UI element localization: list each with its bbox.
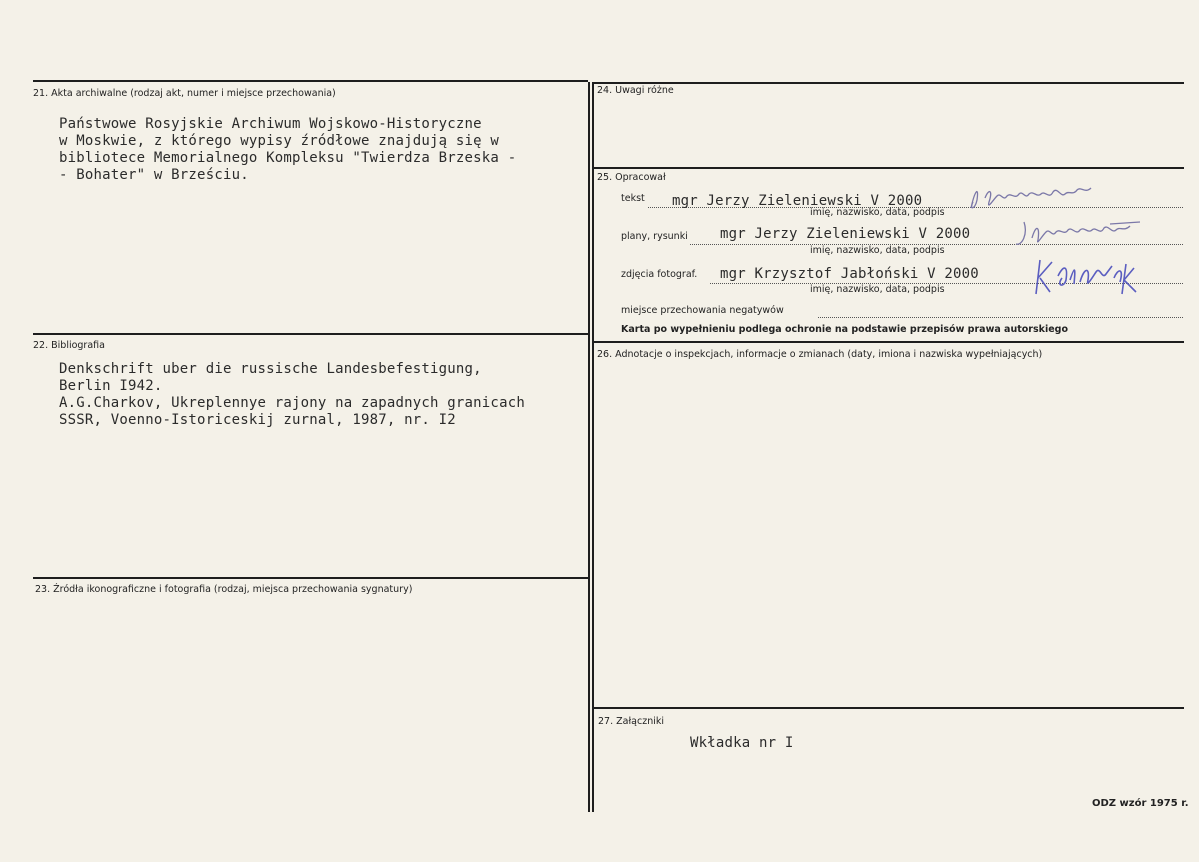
field-plany-label: plany, rysunki bbox=[621, 231, 688, 242]
section-22-label: 22. Bibliografia bbox=[33, 340, 105, 351]
section-27-value: Wkładka nr I bbox=[690, 735, 794, 751]
field-plany-caption: imię, nazwisko, data, podpis bbox=[810, 245, 945, 256]
copyright-note: Karta po wypełnieniu podlega ochronie na podstawie przepisów prawa autorskiego bbox=[621, 324, 1068, 335]
section-21-label: 21. Akta archiwalne (rodzaj akt, numer i miejsce przechowania) bbox=[33, 88, 336, 99]
field-zdjecia-label: zdjęcia fotograf. bbox=[621, 269, 698, 280]
field-tekst-label: tekst bbox=[621, 193, 645, 204]
signature-zdjecia-image bbox=[1030, 254, 1150, 300]
form-id: ODZ wzór 1975 r. bbox=[1092, 798, 1189, 809]
section-22-line-4: SSSR, Voenno-Istoriceskij zurnal, 1987, nr. I2 bbox=[59, 412, 456, 428]
field-tekst-value: mgr Jerzy Zieleniewski V 2000 bbox=[672, 193, 923, 209]
negatives-label: miejsce przechowania negatywów bbox=[621, 305, 784, 316]
top-rule-left bbox=[33, 80, 588, 82]
section-21-line-3: bibliotece Memorialnego Kompleksu "Twierdza Brzeska - bbox=[59, 150, 517, 166]
center-vertical-divider-2 bbox=[592, 82, 594, 812]
field-tekst-caption: imię, nazwisko, data, podpis bbox=[810, 207, 945, 218]
rule-26 bbox=[594, 341, 1184, 343]
section-23-label: 23. Źródła ikonograficzne i fotografia (rodzaj, miejsca przechowania sygnatury) bbox=[35, 584, 413, 595]
rule-27 bbox=[594, 707, 1184, 709]
section-26-label: 26. Adnotacje o inspekcjach, informacje o zmianach (daty, imiona i nazwiska wypełniających) bbox=[597, 349, 1043, 360]
section-22-line-1: Denkschrift uber die russische Landesbefestigung, bbox=[59, 361, 482, 377]
rule-22 bbox=[33, 333, 588, 335]
rule-25 bbox=[594, 167, 1184, 169]
section-21-line-4: - Bohater" w Brześciu. bbox=[59, 167, 249, 183]
section-27-label: 27. Załączniki bbox=[598, 716, 664, 727]
field-zdjecia-caption: imię, nazwisko, data, podpis bbox=[810, 284, 945, 295]
signature-tekst-image bbox=[965, 180, 1105, 216]
top-rule-right bbox=[592, 82, 1184, 84]
center-vertical-divider bbox=[588, 82, 590, 812]
section-22-line-3: A.G.Charkov, Ukreplennye rajony na zapadnych granicach bbox=[59, 395, 525, 411]
field-zdjecia-value: mgr Krzysztof Jabłoński V 2000 bbox=[720, 266, 979, 282]
section-25-label: 25. Opracował bbox=[597, 172, 666, 183]
negatives-dotline bbox=[818, 317, 1183, 318]
rule-23 bbox=[33, 577, 588, 579]
section-22-line-2: Berlin I942. bbox=[59, 378, 163, 394]
section-24-label: 24. Uwagi różne bbox=[597, 85, 674, 96]
section-21-line-2: w Moskwie, z którego wypisy źródłowe znajdują się w bbox=[59, 133, 500, 149]
signature-plany-image bbox=[1010, 216, 1150, 252]
section-21-line-1: Państwowe Rosyjskie Archiwum Wojskowo-Historyczne bbox=[59, 116, 482, 132]
field-plany-value: mgr Jerzy Zieleniewski V 2000 bbox=[720, 226, 971, 242]
